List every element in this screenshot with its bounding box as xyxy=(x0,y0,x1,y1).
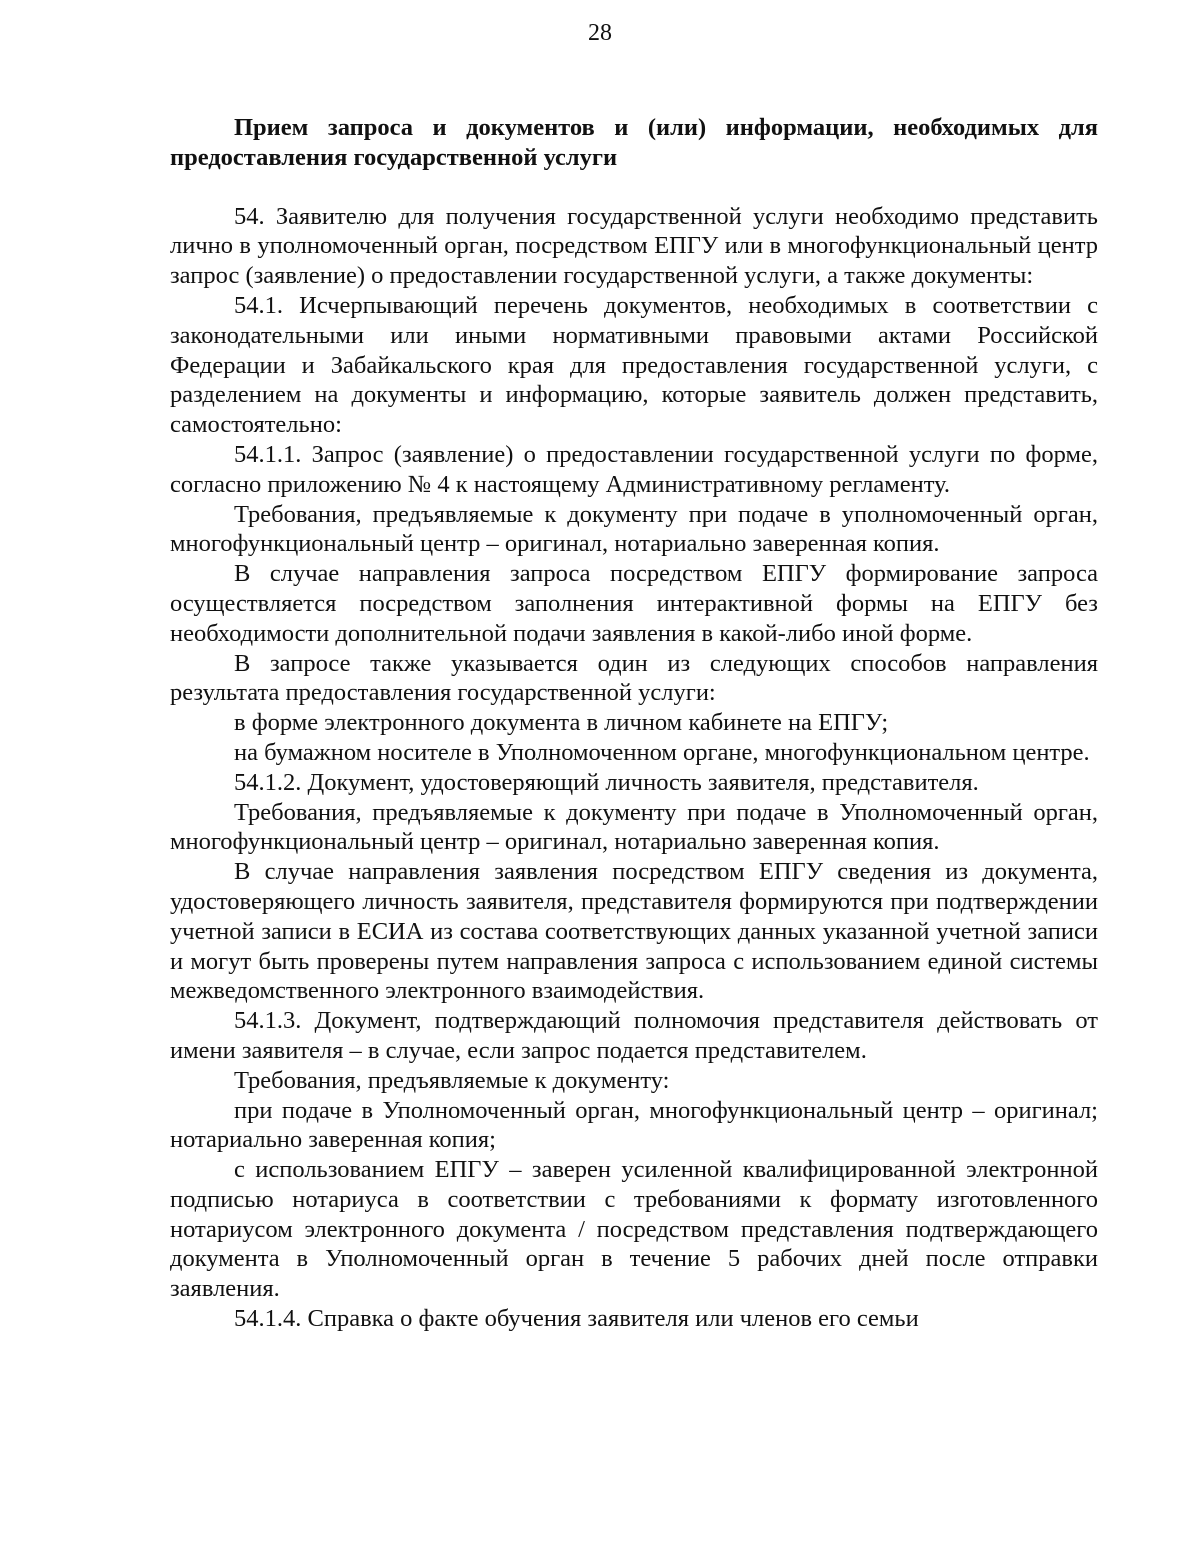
paragraph-requirements-1: Требования, предъявляемые к документу при подаче в уполномоченный орган, многофункциональный центр – оригинал, нотариально заверенная копия. xyxy=(170,500,1098,558)
paragraph-54: 54. Заявителю для получения государственной услуги необходимо представить лично в уполномоченный орган, посредством ЕПГУ или в многофункциональный центр запрос (заявление) о предоставлении государственной услуги, а также документы: xyxy=(170,202,1098,290)
paragraph-54-1-2: 54.1.2. Документ, удостоверяющий личность заявителя, представителя. xyxy=(234,768,979,796)
paragraph-54-1-3: 54.1.3. Документ, подтверждающий полномочия представителя действовать от имени заявителя – в случае, если запрос подается представителем. xyxy=(170,1007,1098,1064)
paragraph-epgu-identity: В случае направления заявления посредством ЕПГУ сведения из документа, удостоверяющего личность заявителя, представителя формируются при подтверждении учетной записи в ЕСИА из состава соответствующих данных указанной учетной записи и могут быть проверены путем направления запроса с использованием единой системы межведомственного электронного взаимодействия. xyxy=(170,858,1098,1005)
paragraph-submission-epgu: с использованием ЕПГУ – заверен усиленной квалифицированной электронной подписью нотариуса в соответствии с требованиями к формату изготовленного нотариусом электронного документа / посредством представления подтверждающего документа в Уполномоченный орган в течение 5 рабочих дней после отправки заявления. xyxy=(170,1156,1098,1303)
paragraph-54-1: 54.1. Исчерпывающий перечень документов, необходимых в соответствии с законодательными или иными нормативными правовыми актами Российской Федерации и Забайкальского края для предоставления государственной услуги, с разделением на документы и информацию, которые заявитель должен представить, самостоятельно: xyxy=(170,291,1098,439)
paragraph-method-paper: на бумажном носителе в Уполномоченном органе, многофункциональном центре. xyxy=(234,738,1090,766)
paragraph-requirements-2: Требования, предъявляемые к документу при подаче в Уполномоченный орган, многофункциональный центр – оригинал, нотариально заверенная копия. xyxy=(170,798,1098,856)
document-body xyxy=(170,113,1098,1334)
page-number: 28 xyxy=(588,20,612,46)
section-heading: Прием запроса и документов и (или) информации, необходимых для предоставления государственной услуги xyxy=(170,114,1098,171)
paragraph-54-1-1: 54.1.1. Запрос (заявление) о предоставлении государственной услуги по форме, согласно приложению № 4 к настоящему Административному регламенту. xyxy=(170,440,1098,498)
paragraph-requirements-3: Требования, предъявляемые к документу: xyxy=(234,1066,670,1094)
paragraph-54-1-4: 54.1.4. Справка о факте обучения заявителя или членов его семьи xyxy=(234,1305,919,1333)
paragraph-epgu-request: В случае направления запроса посредством ЕПГУ формирование запроса осуществляется посредством заполнения интерактивной формы на ЕПГУ без необходимости дополнительной подачи заявления в какой-либо иной форме. xyxy=(170,560,1098,647)
paragraph-submission-office: при подаче в Уполномоченный орган, многофункциональный центр – оригинал; нотариально заверенная копия; xyxy=(170,1096,1098,1154)
paragraph-result-methods: В запросе также указывается один из следующих способов направления результата предоставления государственной услуги: xyxy=(170,649,1098,707)
paragraph-method-electronic: в форме электронного документа в личном кабинете на ЕПГУ; xyxy=(234,709,889,737)
